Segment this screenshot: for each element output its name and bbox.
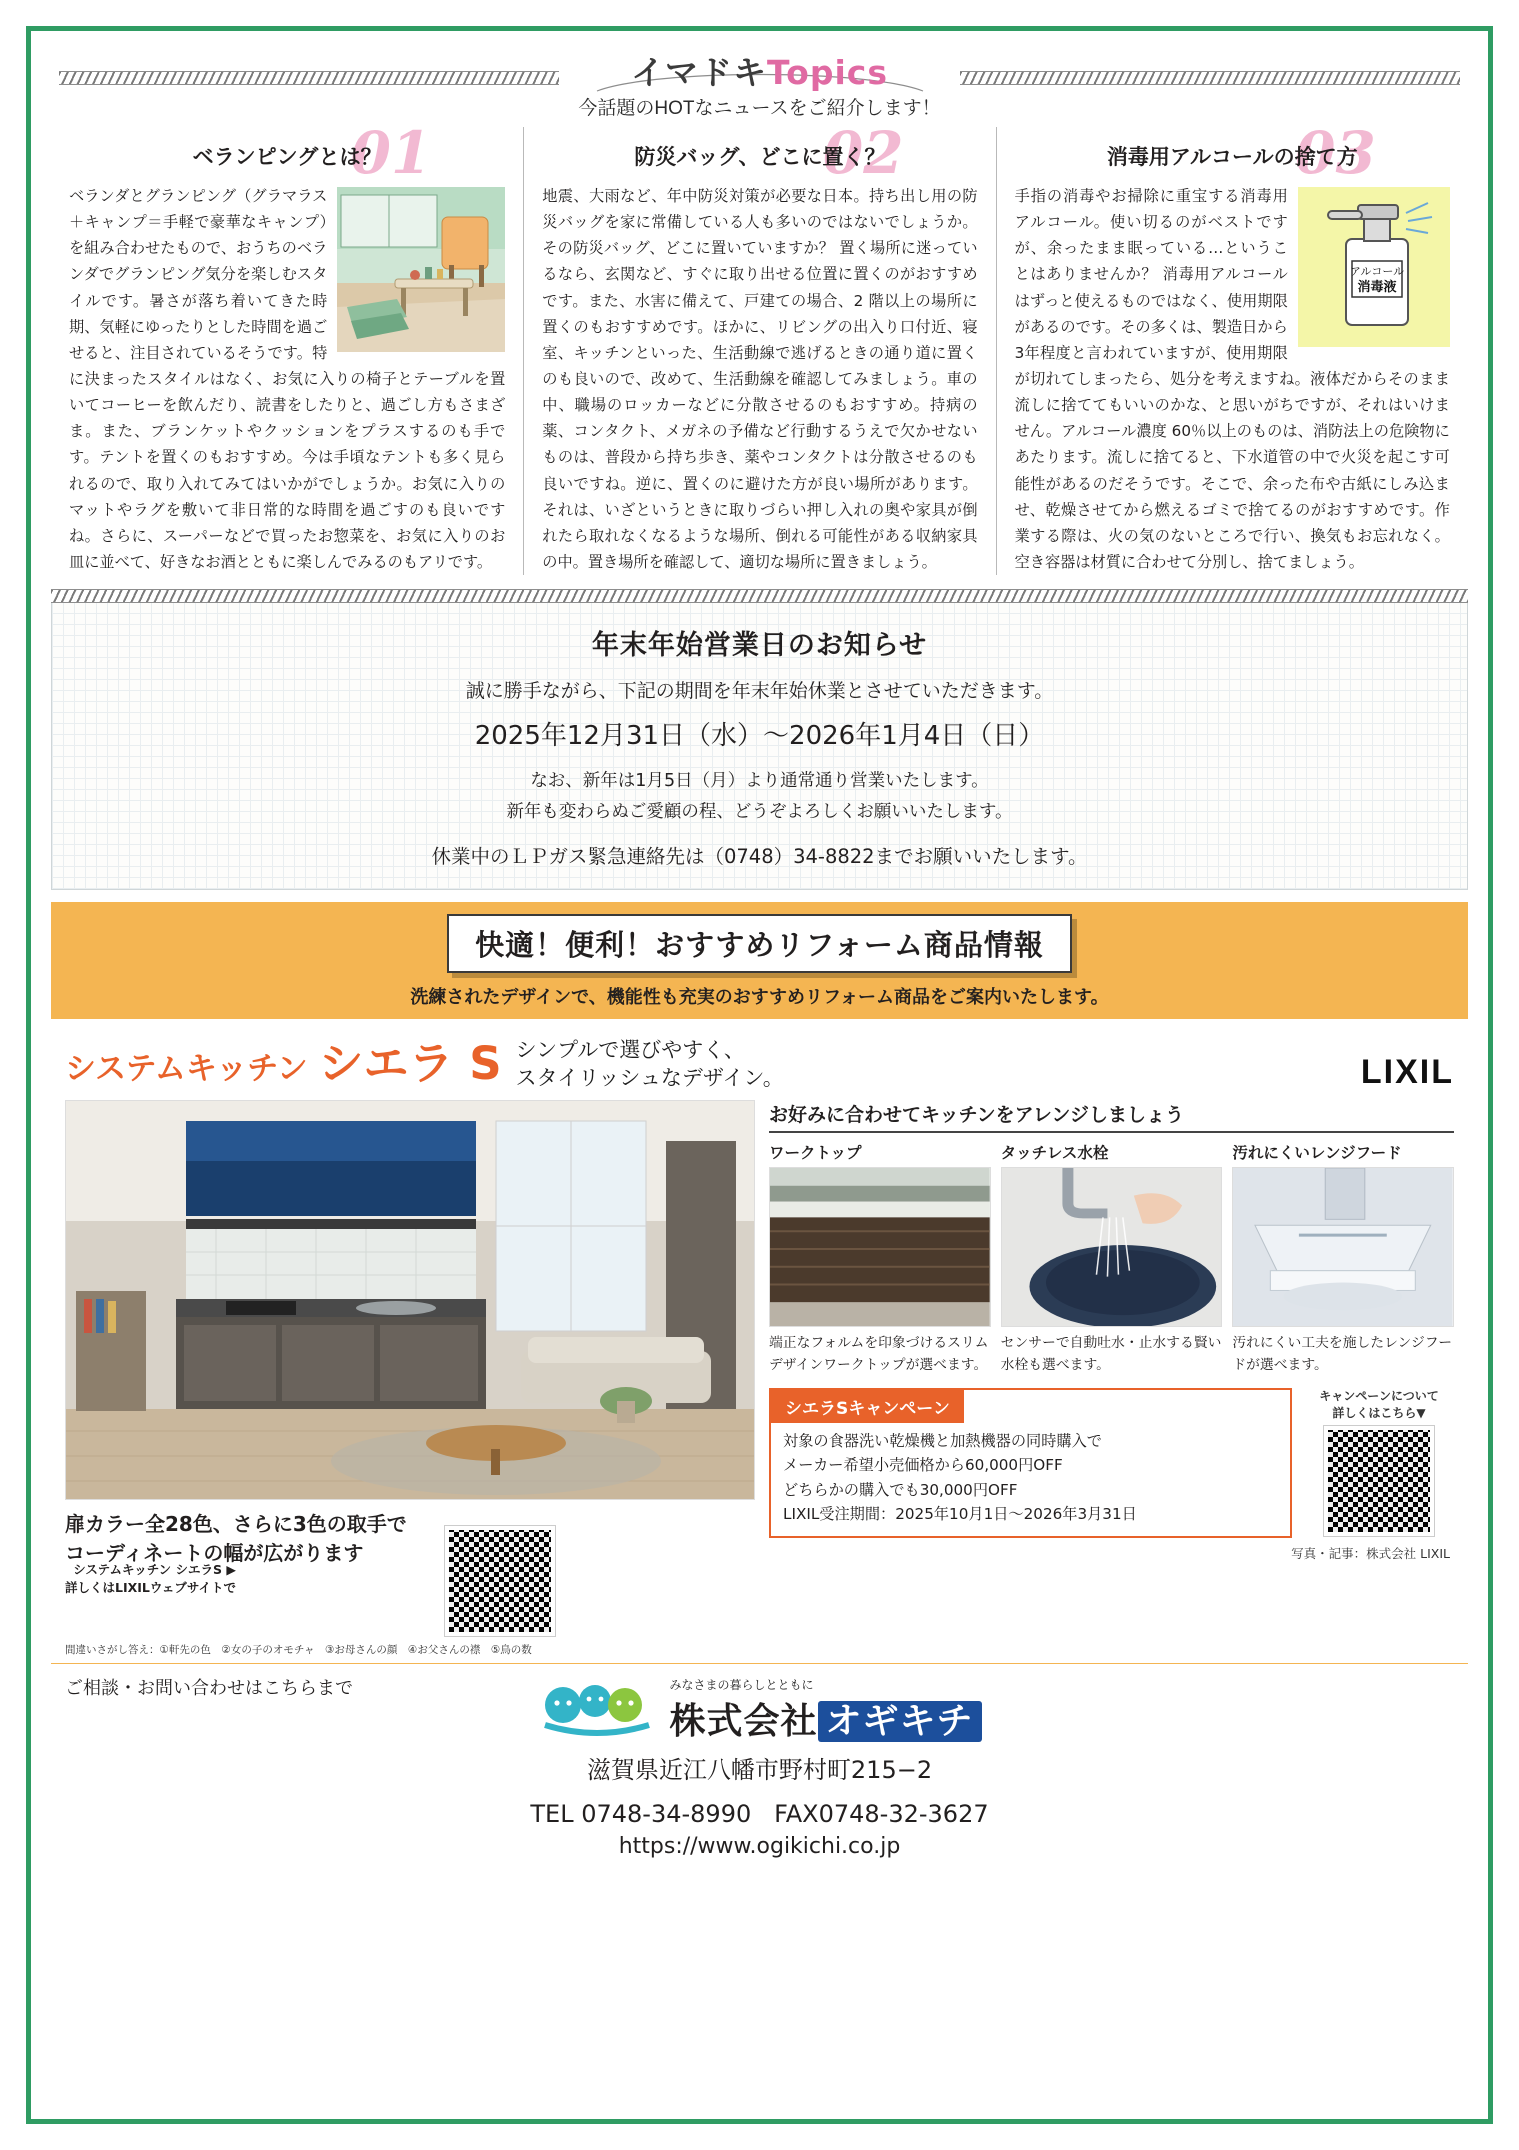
topic-1-heading: ベランピングとは？ [192,145,382,169]
company-mascot-icon [537,1681,657,1739]
company-tagline: みなさまの暮らしとともに [669,1678,814,1693]
campaign-qr-note-1: キャンペーンについて [1319,1389,1439,1404]
kitchen-caption-line-1: 扉カラー全28色、さらに3色の取手で [65,1512,407,1537]
topic-3-heading: 消毒用アルコールの捨て方 [1106,145,1358,169]
verandah-glamping-illustration [337,187,505,352]
campaign-qr-note-2: 詳しくはこちら▼ [1332,1405,1426,1420]
reform-banner-subtitle: 洗練されたデザインで、機能性も充実のおすすめリフォーム商品をご案内いたします。 [410,987,1109,1009]
topic-2-heading: 防災バッグ、どこに置く？ [634,145,886,169]
topic-column-2 [523,119,995,575]
lixil-site-qr-code[interactable] [445,1526,555,1636]
campaign-line-2: メーカー希望小売価格から60,000円OFF [783,1456,1063,1475]
product-section [51,1019,1468,1636]
puzzle-answers: 間違いさがし答え：①軒先の色 ②女の子のオモチャ ③お母さんの顔 ④お父さんの襟 ⑤鳥の数 [65,1644,532,1657]
arrange-item-1-image [769,1167,991,1327]
company-address: 滋賀県近江八幡市野村町215−2 [586,1756,933,1785]
campaign-block [769,1388,1454,1538]
arrange-item-2-image [1001,1167,1223,1327]
product-title [65,1027,502,1092]
arrange-item-3-image [1232,1167,1454,1327]
kitchen-photo-illustration [66,1101,755,1500]
company-name [669,1693,981,1744]
arrange-items [769,1141,1454,1376]
company-phone-line [65,1796,1454,1832]
kitchen-photo-block [65,1100,755,1636]
product-tagline-line-1: シンプルで選びやすく、 [515,1037,745,1062]
arrange-item-worktop [769,1141,991,1376]
company-url[interactable]: https://www.ogikichi.co.jp [618,1834,901,1860]
topic-3-body: 手指の消毒やお掃除に重宝する消毒用アルコール。使い切るのがベストですが、余ったまま眠っている…ということはありませんか？ 消毒用アルコールはずっと使えるものではなく、使用期限があるのです。その多くは、製造日から3年程度と言われていますが、使用期限が切れてしまったら、処分を考えますね。液体だからそのまま流しに捨ててもいいのかな、と思いがちですが、それはいけません。アルコール濃度 60％以上のものは、消防法上の危険物にあたります。流しに捨てると、下水道管の中で火災を起こす可能性があるのだそうです。そこで、余った布や古紙にしみ込ませ、乾燥させてから燃えるゴミで捨てるのがおすすめです。作業する際は、火の気のないところで行い、換気もお忘れなく。空き容器は材質に合わせて分別し、捨てましょう。 [1014,187,1450,571]
svg-text:消毒液: 消毒液 [1357,280,1397,295]
topic-1-number: 01 [350,119,432,187]
photo-credit: 写真・記事：株式会社 LIXIL [1291,1546,1450,1562]
campaign-lines [771,1423,1290,1526]
campaign-qr-code[interactable] [1324,1426,1434,1536]
campaign-line-1: 対象の食器洗い乾燥機と加熱機器の同時購入で [783,1432,1102,1451]
topic-2-header [542,119,977,187]
campaign-box [769,1388,1292,1538]
topic-1-header [69,119,505,187]
footer [51,1664,1468,1859]
svg-text:アルコール: アルコール [1349,265,1405,278]
campaign-title: シエラSキャンペーン [771,1390,964,1423]
arrange-item-1-label: ワークトップ [769,1144,862,1163]
holiday-notice-section [51,589,1468,890]
company-tel: TEL 0748-34-8990 [530,1800,752,1829]
reform-banner [51,902,1468,1019]
topic-1-body-wrap [69,183,505,575]
campaign-line-3: どちらかの購入でも30,000円OFF [783,1480,1018,1499]
topic-2-body: 地震、大雨など、年中防災対策が必要な日本。持ち出し用の防災バッグを家に常備している人も多いのではないでしょうか。その防災バッグ、どこに置いていますか？ 置く場所に迷っているなら、玄関など、すぐに取り出せる位置に置くのがおすすめです。また、水害に備えて、戸建ての場合、2 階以上の場所に置くのもおすすめです。ほかに、リビングの出入り口付近、寝室、キッチンといった、生活動線で逃げるときの通り道に置くのも良いので、改めて、生活動線を確認してみましょう。車の中、職場のロッカーなどに分散させるのもおすすめ。持病の薬、コンタクト、メガネの予備など行動するうえで欠かせないものは、普段から持ち歩き、薬やコンタクトは分散させるのも良いですね。逆に、置くのに避けた方が良い場所があります。それは、いざというときに取りづらい押し入れの奥や家具が倒れたら取れなくなるような場所、倒れる可能性がある収納家具の中。置き場所を確認して、適切な場所に置きましょう。 [542,187,978,571]
kitchen-caption-line-2: コーディネートの幅が広がります [65,1541,364,1566]
product-header [65,1027,1454,1092]
arrange-item-touchless-faucet [1001,1141,1223,1376]
notice-line-3b: 新年も変わらぬご愛顧の程、どうぞよろしくお願いいたします。 [506,801,1013,822]
product-main [65,1100,1454,1636]
notice-heading: 年末年始営業日のお知らせ [591,630,928,662]
topics-subtitle: 今話題のHOTなニュースをご紹介します！ [578,98,941,119]
topic-column-3 [996,119,1468,575]
topic-2-number: 02 [822,119,904,187]
arrange-item-2-text: センサーで自動吐水・止水する賢い水栓も選べます。 [1000,1335,1222,1373]
arrange-item-1-text: 端正なフォルムを印象づけるスリムデザインワークトップが選べます。 [769,1335,989,1373]
touchless-faucet-photo [1002,1168,1222,1326]
topic-3-header [1015,119,1450,187]
arrange-heading: お好みに合わせてキッチンをアレンジしましょう [769,1100,1454,1133]
contact-label: ご相談・お問い合わせはこちらまで [65,1678,353,1700]
site-qr-note-2: 詳しくはLIXILウェブサイトで [65,1580,236,1596]
notice-line-3a: なお、新年は1月5日（月）より通常通り営業いたします。 [530,771,989,792]
page-border [26,26,1493,2124]
notice-period: 2025年12月31日（水）〜2026年1月4日（日） [474,721,1045,752]
topic-3-number: 03 [1295,119,1376,187]
topic-2-body-wrap [542,183,977,575]
notice-hatch-rule [51,589,1468,603]
arrange-panel [769,1100,1454,1636]
product-tagline [516,1036,1347,1093]
topic-3-body-wrap [1015,183,1450,575]
topics-title [51,47,1468,94]
worktop-photo [770,1168,990,1326]
campaign-line-4: LIXIL受注期間：2025年10月1日〜2026年3月31日 [783,1505,1137,1524]
company-name-corp: 株式会社 [669,1701,818,1743]
topics-columns [51,119,1468,575]
holiday-notice [51,603,1468,890]
arrange-item-2-label: タッチレス水栓 [1000,1144,1109,1163]
topics-title-en: Topics [767,53,888,92]
company-name-kana: オギキチ [818,1701,982,1742]
arrange-item-3-label: 汚れにくいレンジフード [1232,1144,1402,1163]
kitchen-photo [65,1100,755,1500]
topics-title-jp: イマドキ [631,53,768,92]
alcohol-bottle-illustration [1298,187,1450,347]
arrange-item-3-text: 汚れにくい工夫を施したレンジフードが選べます。 [1232,1335,1452,1373]
topic-column-1 [51,119,523,575]
topic-1-body: ベランダとグランピング（グラマラス＋キャンプ＝手軽で豪華なキャンプ）を組み合わせたもので、おうちのベランダでグランピング気分を楽しむスタイルです。暑さが落ち着いてきた時期、気軽にゆったりとした時間を過ごせると、注目されているそうです。特に決まったスタイルはなく、お気に入りの椅子とテーブルを置いてコーヒーを飲んだり、読書をしたりと、過ごし方もさまざま。また、ブランケットやクッションをプラスするのも手です。テントを置くのもおすすめ。今は手頃なテントも多く見られるので、取り入れてみてはいかがでしょうか。お気に入りのマットやラグを敷いて非日常的な時間を過ごすのも良いですね。さらに、スーパーなどで買ったお惣菜を、お気に入りのお皿に並べて、好きなお酒とともに楽しんでみるのもアリです。 [69,187,506,571]
site-qr-note-1: システムキッチン シエラS ▶ [73,1561,236,1577]
campaign-qr-block[interactable] [1304,1388,1454,1538]
notice-emergency-contact: 休業中のＬＰガス緊急連絡先は（0748）34-8822までお願いいたします。 [431,845,1088,869]
company-fax: FAX0748-32-3627 [774,1800,989,1829]
arrange-item-range-hood [1232,1141,1454,1376]
notice-line-1: 誠に勝手ながら、下記の期間を年末年始休業とさせていただきます。 [465,680,1054,703]
reform-banner-title: 快適！便利！おすすめリフォーム商品情報 [447,914,1072,973]
topics-header [51,45,1468,123]
product-tagline-line-2: スタイリッシュなデザイン。 [515,1066,784,1091]
lixil-logo: LIXIL [1360,1053,1454,1092]
range-hood-photo [1233,1168,1453,1326]
product-name-prefix: システムキッチン [65,1051,308,1088]
product-name: シエラ S [318,1037,502,1091]
